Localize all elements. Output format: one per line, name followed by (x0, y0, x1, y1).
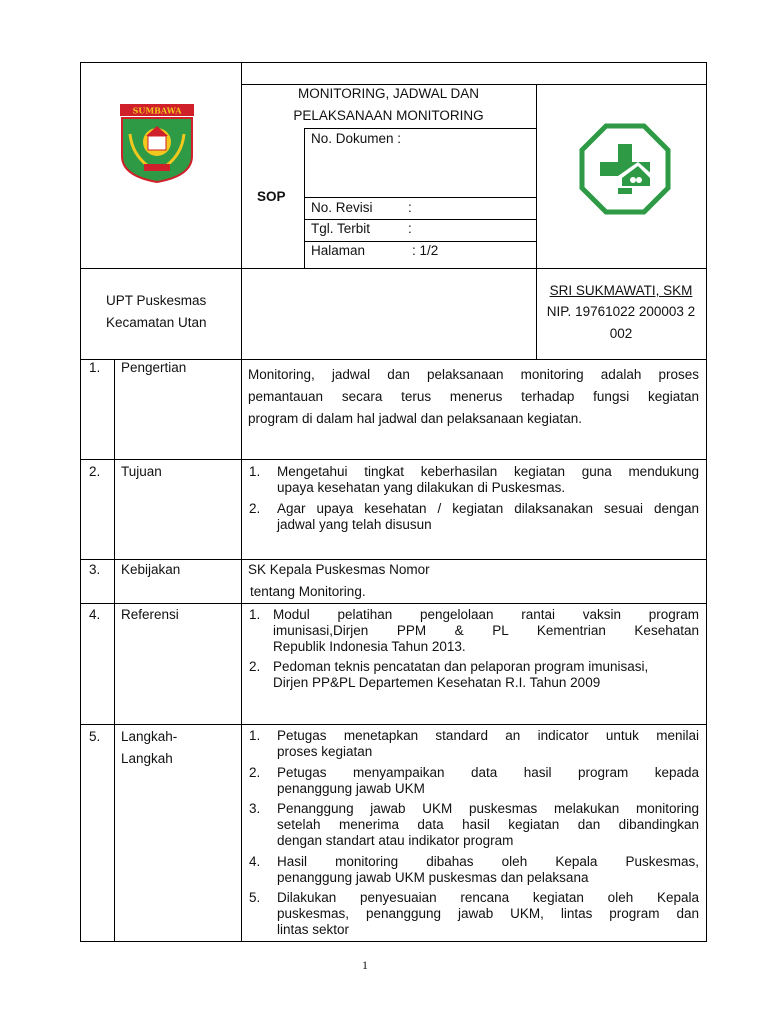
list-item-line: Hasil monitoring dibahas oleh Kepala Puskesmas, (277, 854, 699, 869)
list-item (249, 659, 699, 693)
number-column-divider (114, 359, 115, 941)
section-1-line: program di dalam hal jadwal dan pelaksanaan kegiatan. (248, 411, 582, 426)
list-item-line: dengan standart atau indikator program (277, 833, 514, 848)
list-item-number: 1. (249, 607, 261, 622)
section-1-text (248, 364, 699, 430)
sumbawa-regency-logo (118, 104, 196, 184)
list-item-number: 1. (249, 728, 261, 743)
list-item (249, 854, 699, 888)
list-item-line: Petugas menyampaikan data hasil program kepada (277, 765, 699, 780)
header-bottom-line (80, 268, 706, 269)
list-item-line: Dirjen PP&PL Departemen Kesehatan R.I. Tahun 2009 (273, 675, 601, 690)
list-item-number: 2. (249, 501, 261, 516)
section-5-label-line1: Langkah- (121, 729, 178, 744)
list-item (249, 728, 699, 762)
sop-label: SOP (257, 189, 286, 204)
halaman-label: Halaman (311, 243, 366, 258)
signer-nip-line2: 002 (609, 326, 633, 341)
list-item-number: 5. (249, 890, 261, 905)
section-4-label: Referensi (121, 607, 179, 622)
list-item-line: imunisasi,Dirjen PPM & PL Kementrian Kesehatan (273, 623, 699, 638)
list-item-line: upaya kesehatan yang dilakukan di Puskesmas. (277, 480, 566, 495)
no-dokumen-label: No. Dokumen : (311, 131, 402, 146)
no-revisi-colon: : (408, 200, 412, 215)
list-item-line: Modul pelatihan pengelolaan rantai vaksin program (273, 607, 699, 622)
row-divider-2 (80, 459, 706, 460)
list-item-line: Petugas menetapkan standard an indicator untuk menilai (277, 728, 699, 743)
list-item-line: proses kegiatan (277, 744, 373, 759)
document-title-line1: MONITORING, JADWAL DAN (297, 86, 479, 101)
section-3-line1: SK Kepala Puskesmas Nomor (248, 562, 430, 577)
header-revisi-line (304, 197, 536, 198)
section-1-line: pemantauan secara terus menerus terhadap fungsi kegiatan (248, 389, 699, 404)
table-border-bottom (80, 941, 706, 942)
section-1-label: Pengertian (121, 360, 187, 375)
section-5-label-line2: Langkah (121, 751, 173, 766)
org-name-line2: Kecamatan Utan (106, 315, 207, 330)
list-item (249, 801, 699, 851)
list-item-line: Mengetahui tingkat keberhasilan kegiatan guna mendukung (277, 464, 699, 479)
logo-banner-text: SUMBAWA (132, 105, 182, 116)
row-divider-3 (80, 559, 706, 560)
row-divider-4 (80, 603, 706, 604)
halaman-value: : 1/2 (412, 243, 439, 258)
list-item-number: 2. (249, 659, 261, 674)
section-3-number: 3. (89, 562, 101, 577)
list-item-line: Agar upaya kesehatan / kegiatan dilaksanakan sesuai dengan (277, 501, 699, 516)
section-2-label: Tujuan (121, 464, 162, 479)
list-item-line: penanggung jawab UKM (277, 781, 425, 796)
header-title-top-line (241, 84, 706, 85)
tgl-terbit-label: Tgl. Terbit (311, 221, 371, 236)
list-item-line: Republik Indonesia Tahun 2013. (273, 639, 466, 654)
list-item-number: 2. (249, 765, 261, 780)
list-item (249, 890, 699, 940)
table-border-top (80, 62, 706, 63)
list-item (249, 607, 699, 657)
section-3-line2: tentang Monitoring. (250, 584, 366, 599)
org-name-line1: UPT Puskesmas (106, 293, 207, 308)
header-halaman-line (304, 241, 536, 242)
list-item-number: 3. (249, 801, 261, 816)
section-1-line: Monitoring, jadwal dan pelaksanaan monitoring adalah proses (248, 367, 699, 382)
list-item (249, 501, 699, 535)
puskesmas-logo (578, 122, 672, 216)
list-item-line: Pedoman teknis pencatatan dan pelaporan program imunisasi, (273, 659, 649, 674)
table-border-right (706, 62, 707, 942)
list-item-line: lintas sektor (277, 922, 350, 937)
signer-name: SRI SUKMAWATI, SKM (549, 283, 693, 298)
section-3-label: Kebijakan (121, 562, 181, 577)
list-item-line: puskesmas, penanggung jawab UKM, lintas program dan (277, 906, 699, 921)
header-terbit-line (304, 219, 536, 220)
list-item-line: jadwal yang telah disusun (277, 517, 432, 532)
section-5-number: 5. (89, 729, 101, 744)
table-border-left (80, 62, 81, 942)
list-item (249, 765, 699, 799)
list-item-line: Penanggung jawab UKM puskesmas melakukan monitoring (277, 801, 699, 816)
header-divider-logo (241, 62, 242, 941)
list-item-number: 1. (249, 464, 261, 479)
list-item (249, 464, 699, 498)
list-item-line: setelah menerima data hasil kegiatan dan dibandingkan (277, 817, 699, 832)
row-divider-5 (80, 724, 706, 725)
document-title-line2: PELAKSANAAN MONITORING (293, 108, 484, 123)
list-item-line: penanggung jawab UKM puskesmas dan pelaksana (277, 870, 589, 885)
list-item-number: 4. (249, 854, 261, 869)
section-2-number: 2. (89, 464, 101, 479)
list-item-line: Dilakukan penyesuaian rencana kegiatan oleh Kepala (277, 890, 699, 905)
section-1-number: 1. (89, 360, 101, 375)
signer-nip-line1: NIP. 19761022 200003 2 (546, 304, 696, 319)
tgl-terbit-colon: : (408, 221, 412, 236)
header-title-bottom-line (304, 128, 536, 129)
section-4-number: 4. (89, 607, 101, 622)
no-revisi-label: No. Revisi (311, 200, 373, 215)
page-number: 1 (362, 958, 368, 972)
header-divider-sop (304, 128, 305, 269)
